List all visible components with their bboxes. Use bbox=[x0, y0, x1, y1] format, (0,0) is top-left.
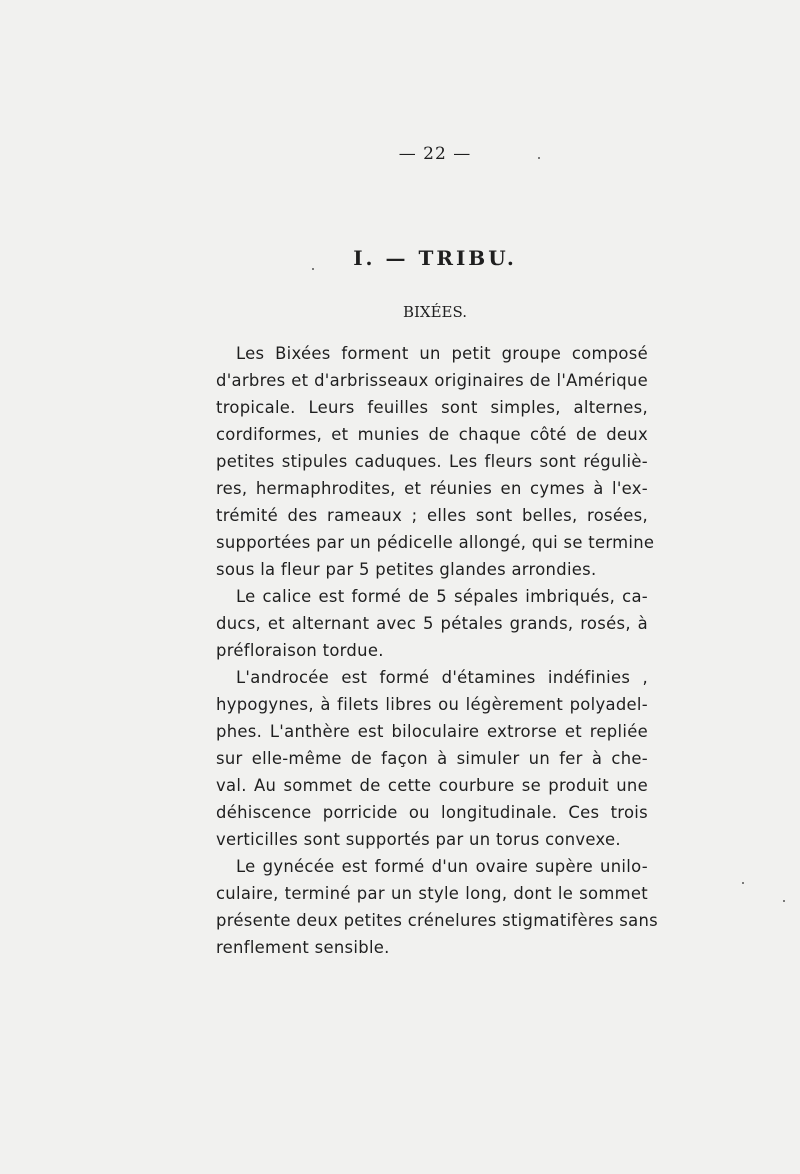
text-line: L'androcée est formé d'étamines indéfinies , bbox=[236, 668, 648, 687]
paper-speck bbox=[312, 268, 314, 270]
text-line: préfloraison tordue. bbox=[216, 641, 384, 660]
paragraph-3 bbox=[216, 664, 648, 853]
text-line: res, hermaphrodites, et réunies en cymes à l'ex- bbox=[216, 479, 648, 498]
tribe-heading: I. — TRIBU. bbox=[353, 246, 517, 270]
paragraph-1 bbox=[216, 340, 655, 583]
text-line: hypogynes, à filets libres ou légèrement polyadel- bbox=[216, 695, 648, 714]
paragraph-2 bbox=[216, 583, 648, 664]
family-name-heading: BIXÉES. bbox=[402, 303, 468, 321]
text-line: phes. L'anthère est biloculaire extrorse et repliée bbox=[216, 722, 648, 741]
text-line: Le calice est formé de 5 sépales imbriqués, ca- bbox=[236, 587, 648, 606]
text-line: Le gynécée est formé d'un ovaire supère unilo- bbox=[236, 857, 648, 876]
paper-speck bbox=[783, 900, 785, 902]
paragraph-4 bbox=[216, 853, 659, 961]
text-line: verticilles sont supportés par un torus convexe. bbox=[216, 830, 621, 849]
page-number: — 22 — bbox=[398, 144, 472, 164]
text-line: ducs, et alternant avec 5 pétales grands, rosés, à bbox=[216, 614, 648, 633]
paper-speck bbox=[538, 157, 540, 159]
text-line: cordiformes, et munies de chaque côté de deux bbox=[216, 425, 648, 444]
text-line: d'arbres et d'arbrisseaux originaires de l'Amérique bbox=[216, 371, 648, 390]
text-line: renflement sensible. bbox=[216, 938, 390, 957]
text-line: val. Au sommet de cette courbure se produit une bbox=[216, 776, 648, 795]
text-line: supportées par un pédicelle allongé, qui se termine bbox=[216, 533, 655, 552]
text-line: petites stipules caduques. Les fleurs sont réguliè- bbox=[216, 452, 648, 471]
body-text bbox=[216, 340, 659, 961]
text-line: déhiscence porricide ou longitudinale. Ces trois bbox=[216, 803, 648, 822]
text-line: trémité des rameaux ; elles sont belles, rosées, bbox=[216, 506, 648, 525]
text-line: sous la fleur par 5 petites glandes arrondies. bbox=[216, 560, 597, 579]
text-line: sur elle-même de façon à simuler un fer à che- bbox=[216, 749, 648, 768]
text-line: culaire, terminé par un style long, dont le sommet bbox=[216, 884, 648, 903]
text-line: tropicale. Leurs feuilles sont simples, alternes, bbox=[216, 398, 648, 417]
paper-speck bbox=[742, 882, 744, 884]
text-line: Les Bixées forment un petit groupe composé bbox=[236, 344, 648, 363]
text-line: présente deux petites crénelures stigmatifères sans bbox=[216, 911, 659, 930]
